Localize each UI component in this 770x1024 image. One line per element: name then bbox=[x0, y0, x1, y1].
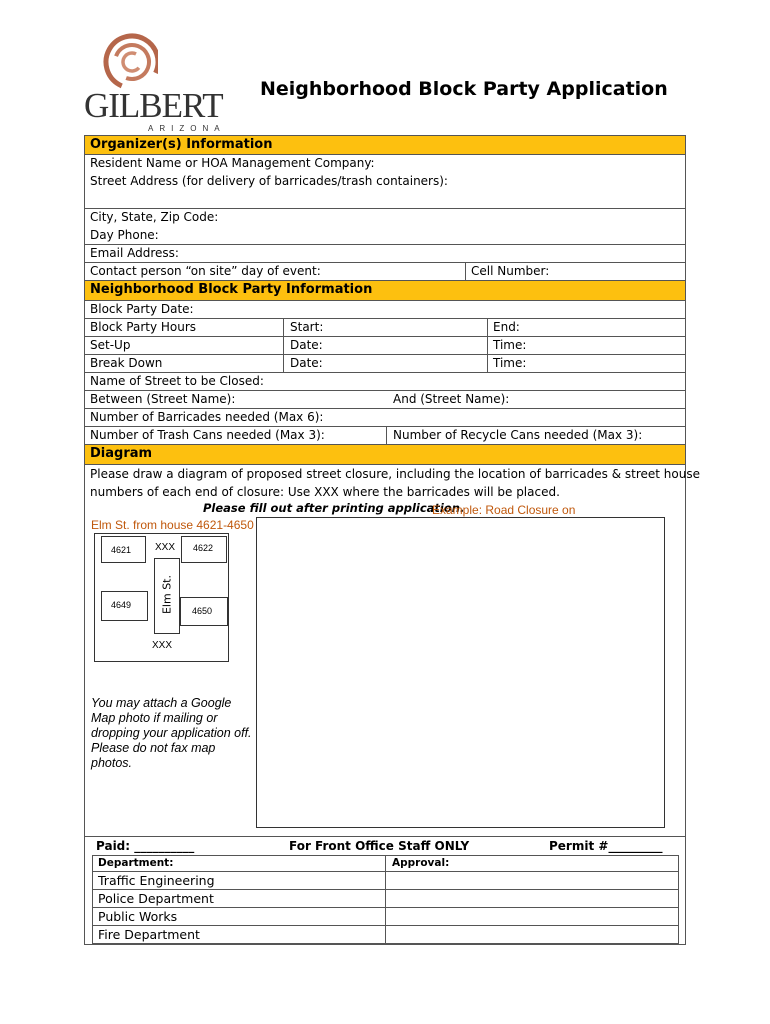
contact-person-label: Contact person “on site” day of event: bbox=[90, 264, 321, 278]
barricades-label: Number of Barricades needed (Max 6): bbox=[90, 410, 324, 424]
street-closed-label: Name of Street to be Closed: bbox=[90, 374, 264, 388]
barricade-bottom: XXX bbox=[152, 640, 173, 651]
department-header: Department: bbox=[98, 857, 174, 869]
paid-field: Paid: __________ bbox=[96, 839, 195, 853]
example-line2: Elm St. from house 4621-4650 bbox=[91, 518, 254, 532]
house-4622: 4622 bbox=[193, 543, 214, 553]
logo-state: ARIZONA bbox=[148, 124, 226, 133]
barricade-top: XXX bbox=[155, 542, 176, 553]
email-address-label: Email Address: bbox=[90, 246, 179, 260]
house-4650: 4650 bbox=[192, 606, 213, 616]
department-row: Traffic Engineering bbox=[98, 873, 215, 888]
logo-name: GILBERT bbox=[84, 86, 223, 125]
organizer-header: Organizer(s) Information bbox=[85, 136, 685, 154]
street-address-label: Street Address (for delivery of barricades/trash containers): bbox=[90, 174, 448, 188]
example-line1: Example: Road Closure on bbox=[432, 503, 576, 517]
permit-field: Permit #_________ bbox=[549, 839, 663, 853]
recycle-cans-label: Number of Recycle Cans needed (Max 3): bbox=[393, 428, 643, 442]
staff-only-label: For Front Office Staff ONLY bbox=[289, 839, 470, 853]
city-state-zip-label: City, State, Zip Code: bbox=[90, 210, 219, 224]
end-label: End: bbox=[493, 320, 520, 334]
party-hours-label: Block Party Hours bbox=[90, 320, 197, 334]
setup-label: Set-Up bbox=[90, 338, 131, 352]
day-phone-label: Day Phone: bbox=[90, 228, 159, 242]
department-row: Fire Department bbox=[98, 927, 200, 942]
swirl-logo-icon bbox=[100, 32, 158, 92]
trash-cans-label: Number of Trash Cans needed (Max 3): bbox=[90, 428, 325, 442]
drawing-area[interactable] bbox=[256, 517, 665, 828]
approval-header: Approval: bbox=[392, 857, 450, 869]
resident-name-label: Resident Name or HOA Management Company: bbox=[90, 156, 375, 170]
attach-note-line2: Map photo if mailing or bbox=[91, 711, 218, 725]
attach-note-line1: You may attach a Google bbox=[91, 696, 232, 710]
attach-note-line3: dropping your application off. bbox=[91, 726, 252, 740]
page-title: Neighborhood Block Party Application bbox=[260, 78, 668, 100]
department-row: Police Department bbox=[98, 891, 214, 906]
breakdown-label: Break Down bbox=[90, 356, 163, 370]
diagram-header: Diagram bbox=[85, 445, 685, 464]
department-row: Public Works bbox=[98, 909, 178, 924]
diagram-instructions-line2: numbers of each end of closure: Use XXX where the barricades will be placed. bbox=[90, 485, 560, 499]
gilbert-logo bbox=[84, 30, 224, 136]
between-street-label: Between (Street Name): bbox=[90, 392, 236, 406]
house-4649: 4649 bbox=[111, 600, 132, 610]
attach-note-line4: Please do not fax map bbox=[91, 741, 216, 755]
house-4621: 4621 bbox=[111, 545, 132, 555]
breakdown-time-label: Time: bbox=[493, 356, 527, 370]
fill-note: Please fill out after printing application. bbox=[203, 501, 465, 515]
diagram-instructions-line1: Please draw a diagram of proposed street closure, including the location of barricades & street house bbox=[90, 467, 700, 481]
party-date-label: Block Party Date: bbox=[90, 302, 194, 316]
setup-time-label: Time: bbox=[493, 338, 527, 352]
breakdown-date-label: Date: bbox=[290, 356, 323, 370]
start-label: Start: bbox=[290, 320, 324, 334]
party-header: Neighborhood Block Party Information bbox=[85, 281, 685, 300]
attach-note-line5: photos. bbox=[91, 756, 133, 770]
elm-street-label: Elm St. bbox=[160, 575, 174, 615]
cell-number-label: Cell Number: bbox=[471, 264, 550, 278]
setup-date-label: Date: bbox=[290, 338, 323, 352]
and-street-label: And (Street Name): bbox=[393, 392, 510, 406]
